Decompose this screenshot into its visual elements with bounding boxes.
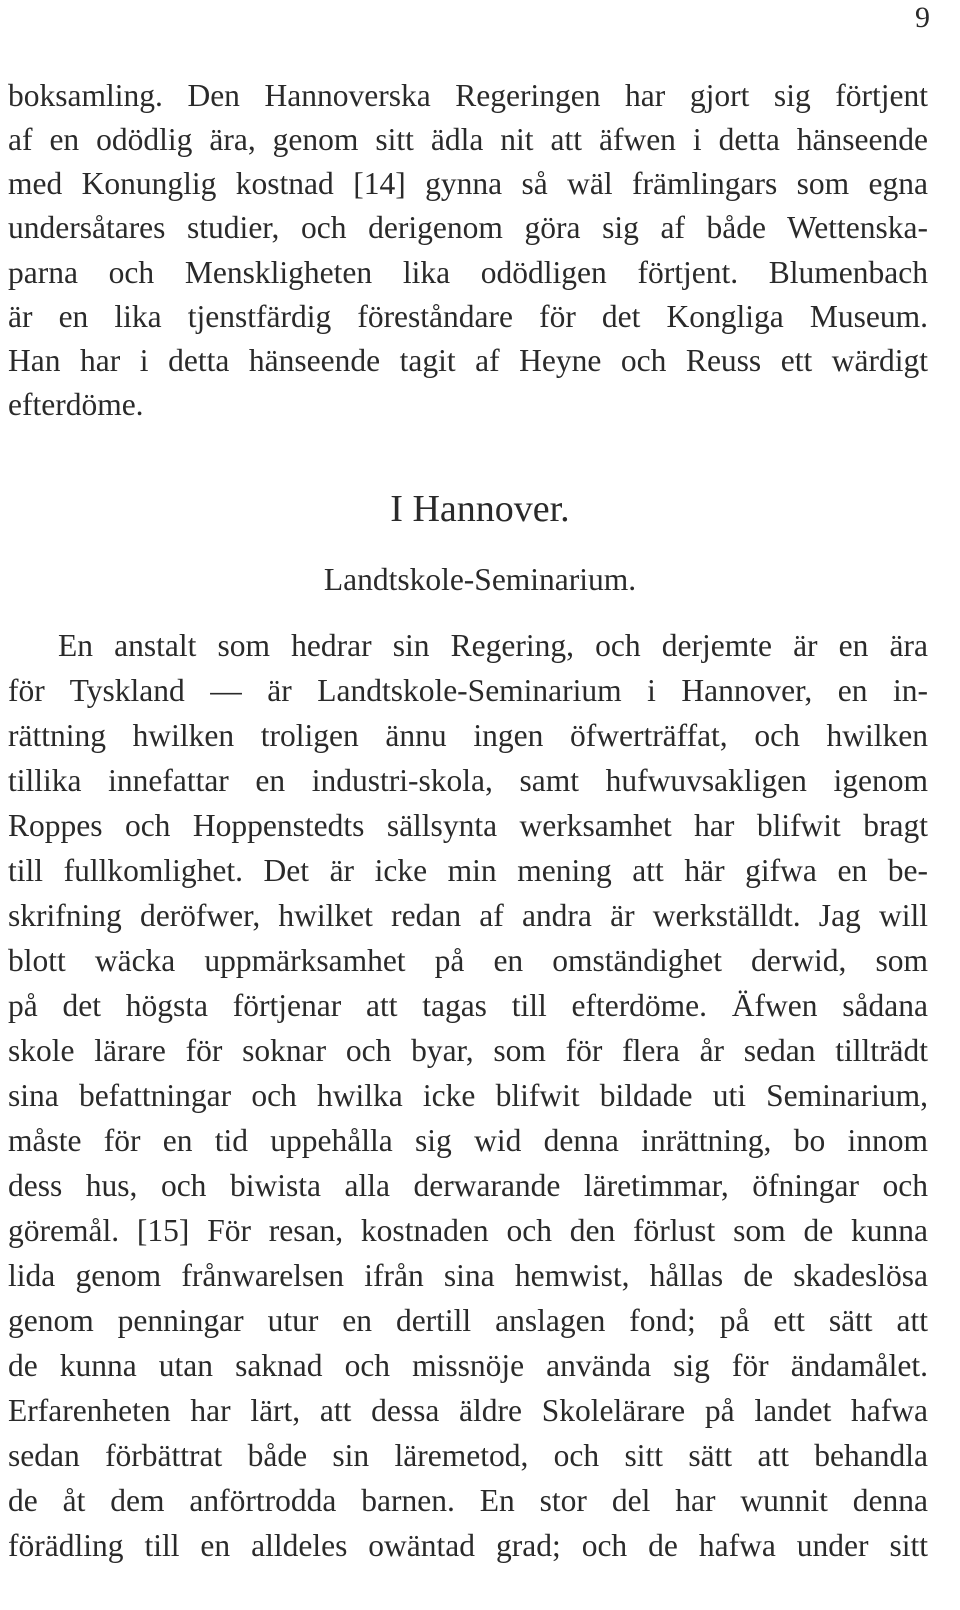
- text-line: undersåtares studier, och derigenom göra sig af både Wettenska-: [8, 210, 928, 245]
- text-line: måste för en tid uppehålla sig wid denna inrättning, bo innom: [8, 1123, 928, 1158]
- text-line: på det högsta förtjenar att tagas till efterdöme. Äfwen sådana: [8, 988, 928, 1023]
- text-line: Han har i detta hänseende tagit af Heyne och Reuss ett wärdigt: [8, 343, 928, 378]
- text-line: rättning hwilken troligen ännu ingen öfwerträffat, och hwilken: [8, 718, 928, 753]
- text-line: af en odödlig ära, genom sitt ädla nit att äfwen i detta hänseende: [8, 122, 928, 157]
- text-line: efterdöme.: [8, 387, 144, 422]
- text-line: är en lika tjenstfärdig föreståndare för det Kongliga Museum.: [8, 299, 928, 334]
- text-line: blott wäcka uppmärksamhet på en omständighet derwid, som: [8, 943, 928, 978]
- text-line: sedan förbättrat både sin läremetod, och sitt sätt att behandla: [8, 1438, 928, 1473]
- text-line: Roppes och Hoppenstedts sällsynta werksamhet har blifwit bragt: [8, 808, 928, 843]
- text-line: dess hus, och biwista alla derwarande läretimmar, öfningar och: [8, 1168, 928, 1203]
- text-line: genom penningar utur en dertill anslagen fond; på ett sätt att: [8, 1303, 928, 1338]
- text-line: skrifning deröfwer, hwilket redan af andra är werkställdt. Jag will: [8, 898, 928, 933]
- text-line: boksamling. Den Hannoverska Regeringen har gjort sig förtjent: [8, 78, 928, 113]
- text-line: med Konunglig kostnad [14] gynna så wäl främlingars som egna: [8, 166, 928, 201]
- text-line: de kunna utan saknad och missnöje använda sig för ändamålet.: [8, 1348, 928, 1383]
- section-heading: I Hannover.: [390, 488, 570, 530]
- text-line: tillika innefattar en industri-skola, samt hufwuvsakligen igenom: [8, 763, 928, 798]
- text-line: lida genom frånwarelsen ifrån sina hemwist, hållas de skadeslösa: [8, 1258, 928, 1293]
- text-line: skole lärare för soknar och byar, som för flera år sedan tillträdt: [8, 1033, 928, 1068]
- text-line: Erfarenheten har lärt, att dessa äldre Skolelärare på landet hafwa: [8, 1393, 928, 1428]
- text-line: göremål. [15] För resan, kostnaden och den förlust som de kunna: [8, 1213, 928, 1248]
- text-line: för Tyskland — är Landtskole-Seminarium i Hannover, en in-: [8, 673, 928, 708]
- text-line: En anstalt som hedrar sin Regering, och derjemte är en ära: [58, 628, 928, 663]
- text-line: parna och Menskligheten lika odödligen förtjent. Blumenbach: [8, 255, 928, 290]
- text-line: förädling till en alldeles owäntad grad; och de hafwa under sitt: [8, 1528, 928, 1563]
- text-line: de åt dem anförtrodda barnen. En stor del har wunnit denna: [8, 1483, 928, 1518]
- page-number: 9: [915, 1, 930, 34]
- text-line: till fullkomlighet. Det är icke min mening att här gifwa en be-: [8, 853, 928, 888]
- text-line: sina befattningar och hwilka icke blifwit bildade uti Seminarium,: [8, 1078, 928, 1113]
- section-subheading: Landtskole-Seminarium.: [323, 562, 637, 597]
